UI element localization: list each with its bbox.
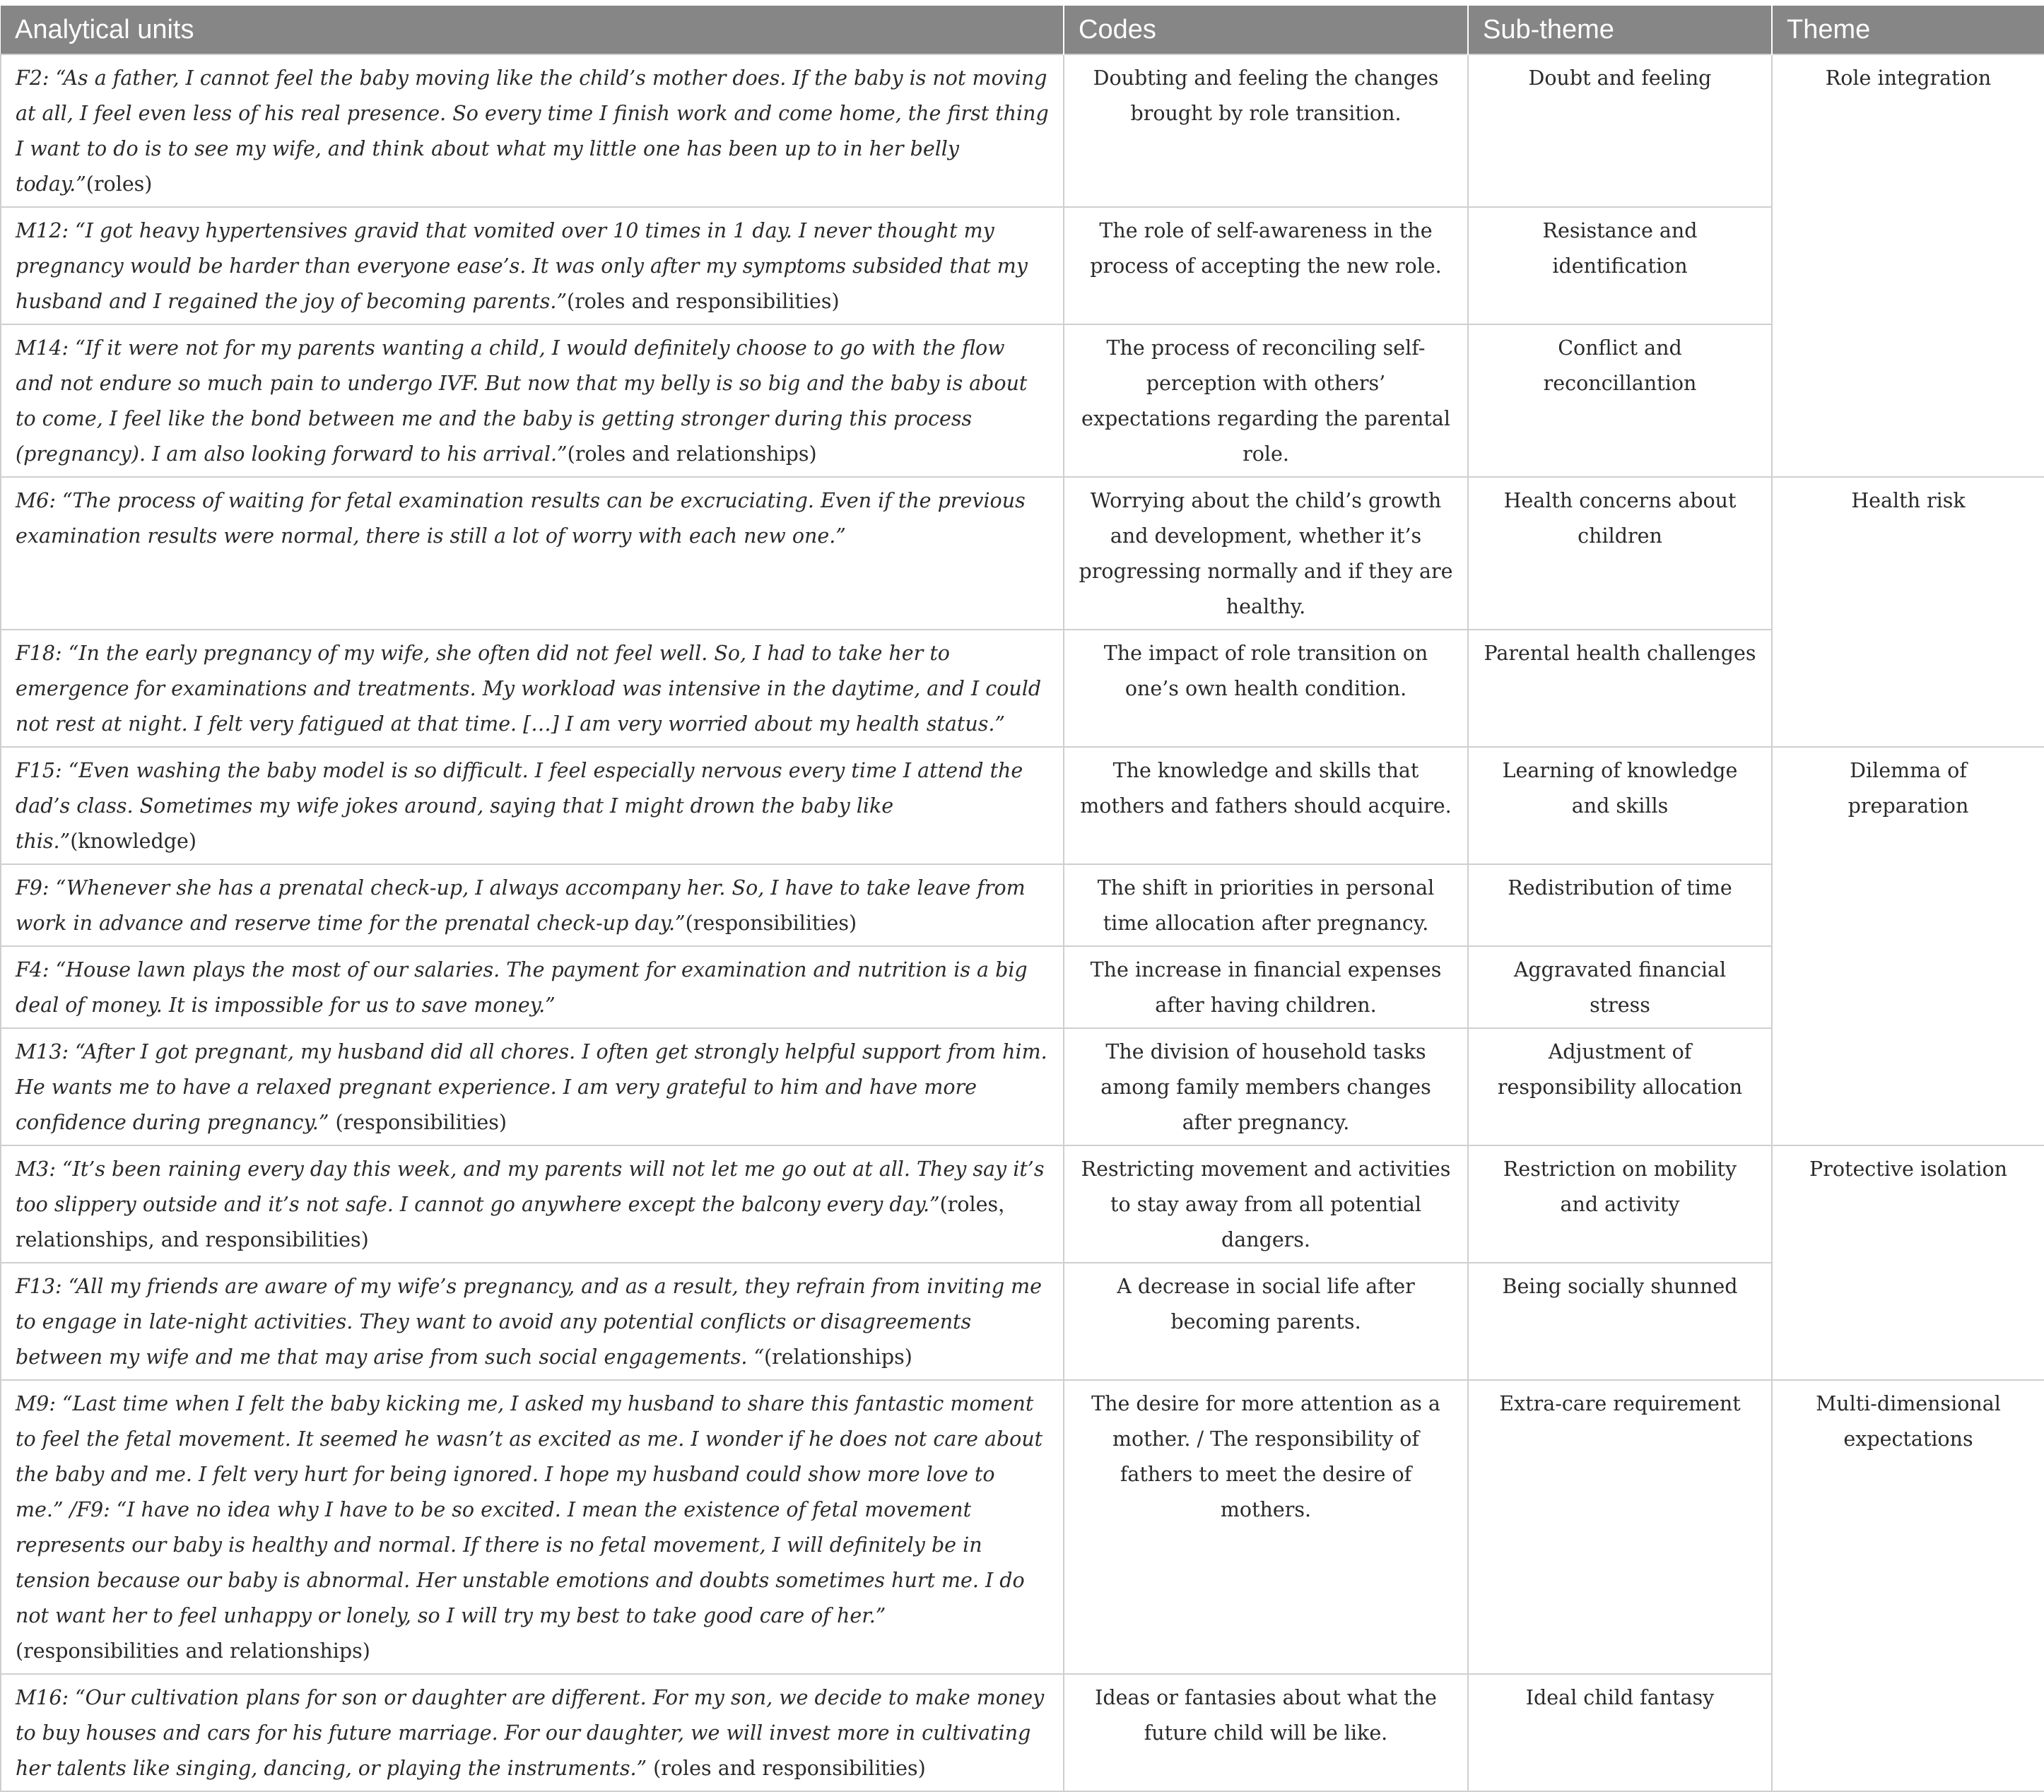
category-tag: (roles and responsibilities) <box>647 1757 926 1780</box>
category-tag: (roles) <box>86 172 153 196</box>
quote-text: M14: “If it were not for my parents wanting a child, I would definitely choose to go with the flow and not endure so much pain to undergo IVF. But now that my belly is so big and the baby is about to come, I feel like the bond between me and the baby is getting stronger during this process (pregnancy). I am also looking forward to his arrival.” <box>16 336 1028 466</box>
sub-theme-cell: Doubt and feeling <box>1468 54 1772 207</box>
code-cell: Restricting movement and activities to stay away from all potential dangers. <box>1064 1145 1468 1263</box>
category-tag: (responsibilities) <box>685 912 857 935</box>
sub-theme-cell: Redistribution of time <box>1468 864 1772 946</box>
table-row <box>1 630 2044 747</box>
code-cell: The role of self-awareness in the process of accepting the new role. <box>1064 207 1468 324</box>
quote-text: F15: “Even washing the baby model is so difficult. I feel especially nervous every time I attend the dad’s class. Sometimes my wife jokes around, saying that I might drown the baby like this.” <box>16 759 1023 853</box>
quote-text: M16: “Our cultivation plans for son or daughter are different. For my son, we decide to make money to buy houses and cars for his future marriage. For our daughter, we will invest more in cultivating her talents like singing, dancing, or playing the instruments.” <box>16 1686 1045 1780</box>
header-theme: Theme <box>1772 6 2044 54</box>
analytical-unit-cell <box>1 207 1064 324</box>
quote-text: M9: “Last time when I felt the baby kicking me, I asked my husband to share this fantastic moment to feel the fetal movement. It seemed he wasn’t as excited as me. I wonder if he does not care about the baby and me. I felt very hurt for being ignored. I hope my husband could show more love to me.” /F9: “I have no idea why I have to be so excited. I mean the existence of fetal movement represents our baby is healthy and normal. If there is no fetal movement, I will definitely be in tension because our baby is abnormal. Her unstable emotions and doubts sometimes hurt me. I do not want her to feel unhappy or lonely, so I will try my best to take good care of her.” <box>16 1392 1043 1627</box>
table-row <box>1 1028 2044 1145</box>
code-cell: Ideas or fantasies about what the future child will be like. <box>1064 1674 1468 1791</box>
analytical-unit-cell <box>1 864 1064 946</box>
table-row <box>1 1145 2044 1263</box>
table-row <box>1 54 2044 207</box>
code-cell: The knowledge and skills that mothers and fathers should acquire. <box>1064 747 1468 864</box>
code-cell: The process of reconciling self-perception with others’ expectations regarding the parental role. <box>1064 324 1468 477</box>
sub-theme-cell: Parental health challenges <box>1468 630 1772 747</box>
category-tag: (roles and relationships) <box>567 442 817 466</box>
quote-text: M3: “It’s been raining every day this week, and my parents will not let me go out at all. They say it’s too slippery outside and it’s not safe. I cannot go anywhere except the balcony every day.” <box>16 1157 1045 1216</box>
sub-theme-cell: Learning of knowledge and skills <box>1468 747 1772 864</box>
table-row <box>1 1263 2044 1380</box>
sub-theme-cell: Aggravated financial stress <box>1468 946 1772 1028</box>
sub-theme-cell: Restriction on mobility and activity <box>1468 1145 1772 1263</box>
code-cell: The division of household tasks among family members changes after pregnancy. <box>1064 1028 1468 1145</box>
quote-text: M6: “The process of waiting for fetal examination results can be excruciating. Even if the previous examination results were normal, there is still a lot of worry with each new one.” <box>16 489 1026 548</box>
theme-cell: Dilemma of preparation <box>1772 747 2044 1145</box>
analytical-unit-cell <box>1 324 1064 477</box>
category-tag: (roles，relationships, and responsibilities) <box>16 1193 1018 1251</box>
analytical-unit-cell <box>1 54 1064 207</box>
quote-text: M13: “After I got pregnant, my husband did all chores. I often get strongly helpful support from him. He wants me to have a relaxed pregnant experience. I am very grateful to him and have more confidence during pregnancy.” <box>16 1040 1047 1134</box>
analytical-unit-cell <box>1 1263 1064 1380</box>
thematic-analysis-table <box>0 6 2044 1792</box>
analytical-unit-cell <box>1 477 1064 630</box>
header-analytical-units: Analytical units <box>1 6 1064 54</box>
table-row <box>1 1674 2044 1791</box>
table-row <box>1 864 2044 946</box>
analytical-unit-cell <box>1 630 1064 747</box>
code-cell: The desire for more attention as a mother. / The responsibility of fathers to meet the desire of mothers. <box>1064 1380 1468 1674</box>
sub-theme-cell: Resistance and identification <box>1468 207 1772 324</box>
sub-theme-cell: Adjustment of responsibility allocation <box>1468 1028 1772 1145</box>
code-cell: The impact of role transition on one’s own health condition. <box>1064 630 1468 747</box>
quote-text: F18: “In the early pregnancy of my wife, she often did not feel well. So, I had to take her to emergence for examinations and treatments. My workload was intensive in the daytime, and I could not rest at night. I felt very fatigued at that time. […] I am very worried about my health status.” <box>16 642 1042 736</box>
table-row <box>1 324 2044 477</box>
category-tag: (responsibilities) <box>329 1111 507 1134</box>
sub-theme-cell: Being socially shunned <box>1468 1263 1772 1380</box>
quote-text: F2: “As a father, I cannot feel the baby moving like the child’s mother does. If the baby is not moving at all, I feel even less of his real presence. So every time I finish work and come home, the first thing I want to do is to see my wife, and think about what my little one has been up to in her belly today.” <box>16 66 1049 196</box>
header-codes: Codes <box>1064 6 1468 54</box>
theme-cell: Multi-dimensional expectations <box>1772 1380 2044 1791</box>
table-row <box>1 946 2044 1028</box>
code-cell: Doubting and feeling the changes brought by role transition. <box>1064 54 1468 207</box>
theme-cell: Health risk <box>1772 477 2044 747</box>
sub-theme-cell: Conflict and reconcillantion <box>1468 324 1772 477</box>
table-header-row <box>1 6 2044 54</box>
category-tag: (knowledge) <box>70 830 196 853</box>
analytical-unit-cell <box>1 1028 1064 1145</box>
quote-text: F4: “House lawn plays the most of our salaries. The payment for examination and nutrition is a big deal of money. It is impossible for us to save money.” <box>16 958 1028 1017</box>
table-row <box>1 207 2044 324</box>
sub-theme-cell: Health concerns about children <box>1468 477 1772 630</box>
header-sub-theme: Sub-theme <box>1468 6 1772 54</box>
category-tag: (relationships) <box>764 1345 912 1369</box>
category-tag: (roles and responsibilities) <box>567 290 840 313</box>
table-row <box>1 1380 2044 1674</box>
sub-theme-cell: Extra-care requirement <box>1468 1380 1772 1674</box>
code-cell: Worrying about the child’s growth and development, whether it’s progressing normally and if they are healthy. <box>1064 477 1468 630</box>
quote-text: M12: “I got heavy hypertensives gravid that vomited over 10 times in 1 day. I never thought my pregnancy would be harder than everyone ease’s. It was only after my symptoms subsided that my husband and I regained the joy of becoming parents.” <box>16 219 1028 313</box>
analytical-unit-cell <box>1 747 1064 864</box>
table-row <box>1 747 2044 864</box>
table-row <box>1 477 2044 630</box>
theme-cell: Role integration <box>1772 54 2044 477</box>
analytical-unit-cell <box>1 1380 1064 1674</box>
category-tag: (responsibilities and relationships) <box>16 1639 370 1663</box>
analytical-unit-cell <box>1 946 1064 1028</box>
analytical-unit-cell <box>1 1674 1064 1791</box>
code-cell: The increase in financial expenses after having children. <box>1064 946 1468 1028</box>
theme-cell: Protective isolation <box>1772 1145 2044 1380</box>
analytical-unit-cell <box>1 1145 1064 1263</box>
quote-text: F9: “Whenever she has a prenatal check-up, I always accompany her. So, I have to take leave from work in advance and reserve time for the prenatal check-up day.” <box>16 876 1026 935</box>
code-cell: The shift in priorities in personal time allocation after pregnancy. <box>1064 864 1468 946</box>
quote-text: F13: “All my friends are aware of my wife’s pregnancy, and as a result, they refrain from inviting me to engage in late-night activities. They want to avoid any potential conflicts or disagreements between my wife and me that may arise from such social engagements. “ <box>16 1275 1042 1369</box>
sub-theme-cell: Ideal child fantasy <box>1468 1674 1772 1791</box>
code-cell: A decrease in social life after becoming parents. <box>1064 1263 1468 1380</box>
